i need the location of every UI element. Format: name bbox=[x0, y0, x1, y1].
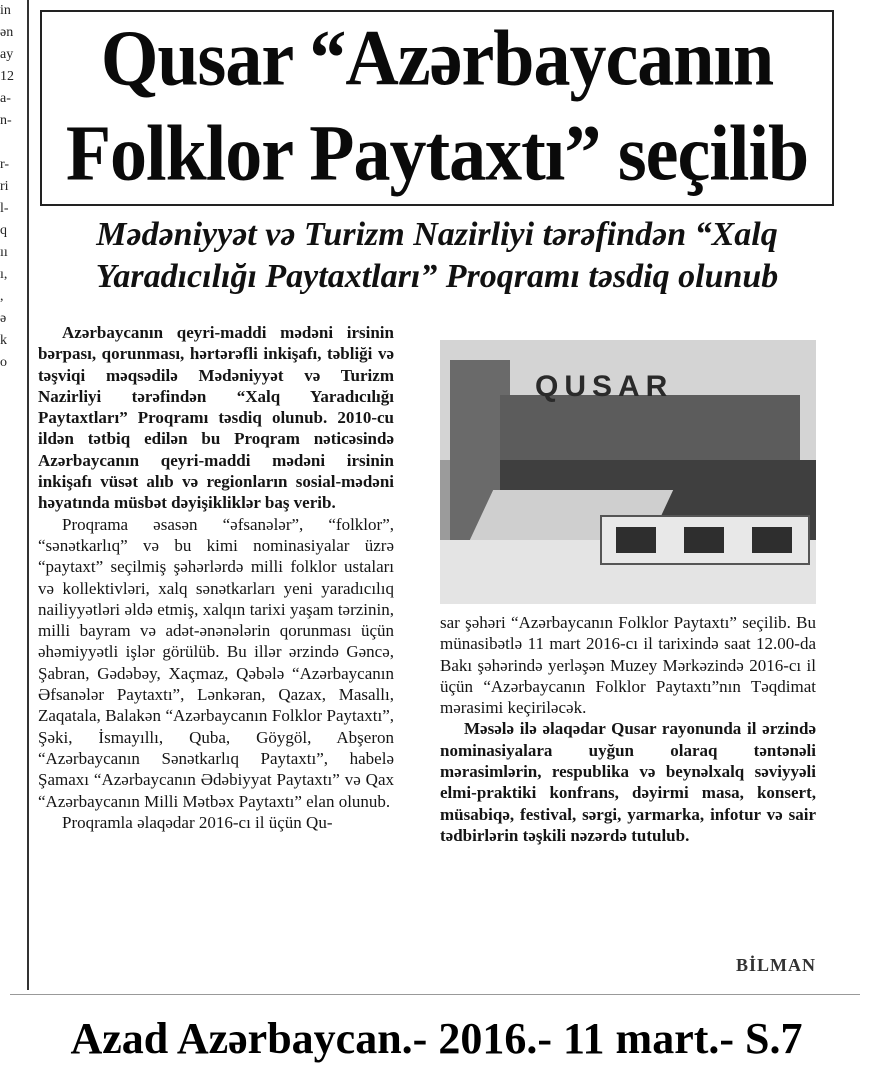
photo-roof bbox=[500, 395, 800, 465]
margin-fragment: 12 bbox=[0, 69, 14, 84]
headline bbox=[42, 11, 832, 201]
margin-fragment: , bbox=[0, 289, 4, 304]
lead-paragraph: Azərbaycanın qeyri-maddi mədəni irsinin bərpası, qorunması, hərtərəfli inkişafı, təbliği və təşviqi məqsədilə Mədəniyyət və Turizm Nazirliyi tərəfindən “Xalq Yaradıcılığı Paytaxtları” Proqramı təsdiq olunub. 2010-cu ildən tətbiq edilən bu Proqram nəticəsində Azərbaycanın qeyri-maddi mədəni irsinin inkişafı vüsət alıb və regionların sosial-mədəni həyatında müsbət dəyişikliklər baş verib. bbox=[38, 323, 394, 513]
margin-fragment: q bbox=[0, 223, 7, 238]
photo-sign: QUSAR bbox=[535, 370, 674, 403]
paragraph-4: Məsələ ilə əlaqədar Qusar rayonunda il ərzində nominasiyalara uyğun olaraq təntənəli mərasimlərin, respublika və beynəlxalq səviyyəli elmi-praktiki konfrans, dəyirmi masa, konsert, müsabiqə, festival, sərgi, yarmarka, infotur və sair tədbirlərin təşkili nəzərdə tutulub. bbox=[440, 719, 816, 845]
margin-fragment: o bbox=[0, 355, 7, 370]
qusar-building-photo bbox=[440, 340, 816, 604]
headline-line-1: Qusar “Azərbaycanın bbox=[100, 14, 774, 103]
subtitle: Mədəniyyət və Turizm Nazirliyi tərəfindən “Xalq Yaradıcılığı Paytaxtları” Proqramı təsdiq olunub bbox=[95, 216, 779, 295]
column-divider bbox=[27, 0, 29, 990]
paragraph-2: Proqrama əsasən “əfsanələr”, “folklor”, “sənətkarlıq” və bu kimi nominasiyalar üzrə “paytaxt” seçilmiş şəhərlərdə milli folklor ustaları və kollektivləri, xalq sənətkarları yeni yaradıcılıq nailiyyətləri əldə etmiş, xalqın tarixi yaşam tərzinin, milli bayram və adət-ənənələrin qorunması üçün əhəmiyyətli işlər görülüb. Bu illər ərzində Gəncə, Şabran, Gədəbəy, Xaçmaz, Qəbələ “Azərbaycanın Əfsanələr Paytaxtı”, Lənkəran, Qazax, Masallı, Zaqatala, Balakən “Azərbaycanın Folklor Paytaxtı”, Şəki, İsmayıllı, Quba, Göygöl, Abşeron “Azərbaycanın Sənətkarlıq Paytaxtı”, habelə Şamaxı “Azərbaycanın Ədəbiyyat Paytaxtı” və Qax “Azərbaycanın Milli Mətbəx Paytaxtı” elan olunub. bbox=[38, 514, 394, 811]
margin-fragment: r- bbox=[0, 157, 10, 172]
headline-line-2: Folklor Paytaxtı” seçilib bbox=[65, 109, 809, 198]
margin-fragment: a- bbox=[0, 91, 11, 106]
author-byline: BİLMAN bbox=[735, 955, 816, 975]
photo-window bbox=[684, 527, 724, 553]
previous-column-fragment bbox=[0, 0, 24, 460]
margin-fragment: l- bbox=[0, 201, 9, 216]
source-citation: Azad Azərbaycan.- 2016.- 11 mart.- S.7 bbox=[70, 1014, 803, 1063]
photo-window bbox=[752, 527, 792, 553]
headline-box bbox=[40, 10, 834, 206]
margin-fragment: ı, bbox=[0, 267, 8, 282]
paragraph-3-continued: sar şəhəri “Azərbaycanın Folklor Paytaxtı” seçilib. Bu münasibətlə 11 mart 2016-cı il tarixində saat 12.00-da Bakı şəhərində yerləşən Muzey Mərkəzində 2016-cı il üçün “Azərbaycanın Folklor Paytaxtı”nın Təqdimat mərasimi keçiriləcək. bbox=[440, 613, 816, 718]
photo-window bbox=[616, 527, 656, 553]
margin-fragment bbox=[0, 132, 24, 154]
margin-fragment: ən bbox=[0, 25, 14, 40]
margin-fragment: ıı bbox=[0, 245, 8, 260]
article-column-left bbox=[38, 322, 394, 833]
margin-fragment: k bbox=[0, 333, 7, 348]
article-column-right bbox=[440, 612, 816, 846]
photo-fence bbox=[600, 515, 810, 565]
margin-fragment: ri bbox=[0, 179, 9, 194]
paragraph-3-start: Proqramla əlaqədar 2016-cı il üçün Qu- bbox=[62, 812, 333, 832]
margin-fragment: n- bbox=[0, 113, 12, 128]
bottom-divider bbox=[10, 994, 860, 995]
margin-fragment: in bbox=[0, 3, 11, 18]
margin-fragment: ay bbox=[0, 47, 14, 62]
margin-fragment: ə bbox=[0, 311, 7, 326]
